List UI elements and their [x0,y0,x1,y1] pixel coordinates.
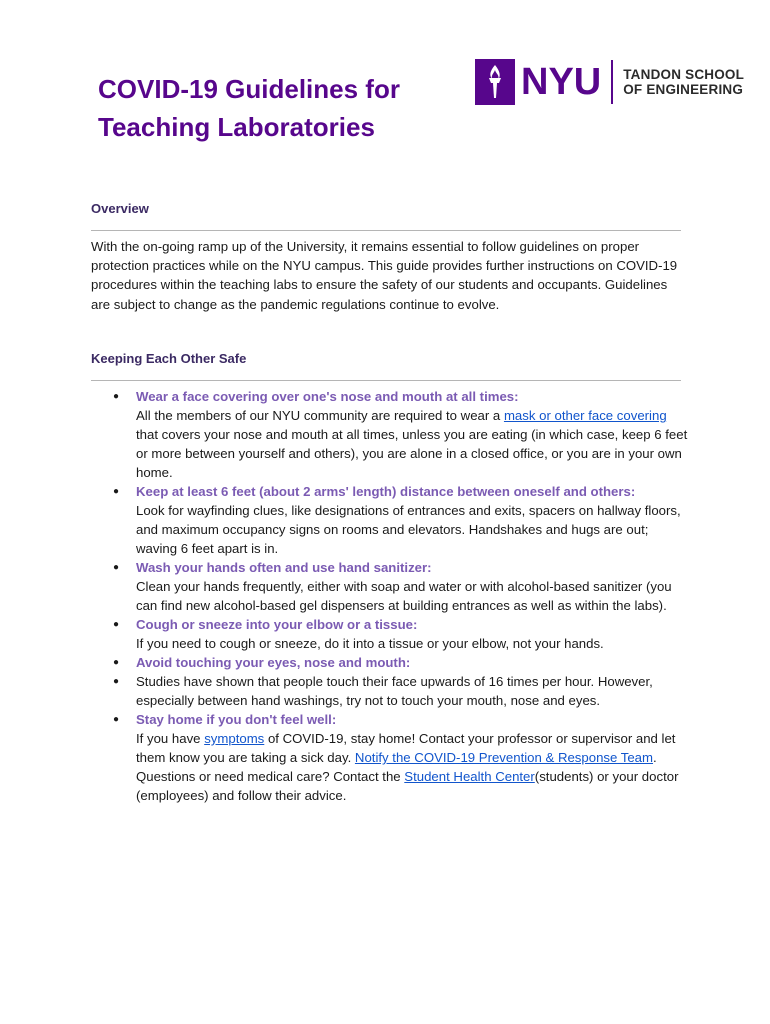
torch-icon [475,59,515,105]
overview-paragraph: With the on-going ramp up of the University, it remains essential to follow guidelines on proper protection practices while on the NYU campus. This guide provides further instructions on COVID-19 procedures within the teaching labs to ensure the safety of our students and occupants. Guidelines are subject to change as the pandemic regulations continue to evolve. [91,239,678,312]
body-text: (students) or your doctor (employees) and follow their advice. [136,769,679,803]
list-item-heading: Keep at least 6 feet (about 2 arms' length) distance between oneself and others: [136,484,636,499]
list-item-heading: Stay home if you don't feel well: [136,712,337,727]
list-item-distance [91,482,691,558]
notify-response-team-link[interactable]: Notify the COVID-19 Prevention & Response Team [354,750,654,765]
symptoms-link[interactable]: symptoms [204,731,265,746]
overview-divider [91,230,681,231]
bullet-icon: ● [113,562,120,573]
list-item-wash-hands [91,558,691,615]
list-item-body: Look for wayfinding clues, like designations of entrances and exits, spacers on hallway floors, and maximum occupancy signs on rooms and elevators. Handshakes and hugs are out; waving 6 feet apart is in. [136,503,681,556]
nyu-wordmark: NYU [521,61,602,103]
keeping-safe-divider [91,380,681,381]
list-item-body [136,729,691,805]
student-health-center-link[interactable]: Student Health Center [404,769,535,784]
body-text: All the members of our NYU community are required to wear a [136,408,504,423]
bullet-icon: ● [113,714,120,725]
list-item-heading: Cough or sneeze into your elbow or a tissue: [136,617,418,632]
page-title-line-2: Teaching Laboratories [98,112,375,142]
list-item-body: If you need to cough or sneeze, do it into a tissue or your elbow, not your hands. [136,636,604,651]
list-item-face-covering [91,387,691,482]
school-name-line-2: OF ENGINEERING [623,82,744,97]
mask-guidance-link[interactable]: mask or other face covering [503,408,667,423]
keeping-safe-heading: Keeping Each Other Safe [91,351,247,366]
list-item-stay-home [91,710,691,805]
bullet-icon: ● [113,619,120,630]
body-text: . Questions or need medical care? Contact the [136,750,657,784]
school-name [623,67,744,97]
body-text: of COVID-19, stay home! Contact your professor or supervisor and let them know you are taking a sick day. [136,731,676,765]
school-name-line-1: TANDON SCHOOL [623,67,745,82]
page-title [98,70,458,146]
list-item-body: Studies have shown that people touch their face upwards of 16 times per hour. However, especially between hand washings, try not to touch your mouth, nose and eyes. [136,674,653,708]
list-item-body: Clean your hands frequently, either with soap and water or with alcohol-based sanitizer (you can find new alcohol-based gel dispensers at building entrances as well as within the labs). [136,579,672,613]
bullet-icon: ● [113,486,120,497]
list-item-heading: Avoid touching your eyes, nose and mouth: [136,655,411,670]
nyu-tandon-logo [475,58,744,106]
overview-heading: Overview [91,201,149,216]
list-item-avoid-touching [91,653,691,672]
list-item-cough-sneeze [91,615,691,653]
list-item-heading: Wear a face covering over one's nose and mouth at all times: [136,389,519,404]
bullet-icon: ● [113,676,120,687]
logo-divider [611,60,613,104]
body-text: that covers your nose and mouth at all times, unless you are eating (in which case, keep 6 feet or more between yourself and others), you are alone in a closed office, or you are in your own home. [136,427,688,480]
bullet-icon: ● [113,391,120,402]
page-title-line-1: COVID-19 Guidelines for [98,74,400,104]
body-text: If you have [136,731,205,746]
list-item-body [136,406,691,482]
bullet-icon: ● [113,657,120,668]
list-item-touch-studies [91,672,691,710]
guidelines-list [91,387,691,805]
list-item-heading: Wash your hands often and use hand sanitizer: [136,560,432,575]
